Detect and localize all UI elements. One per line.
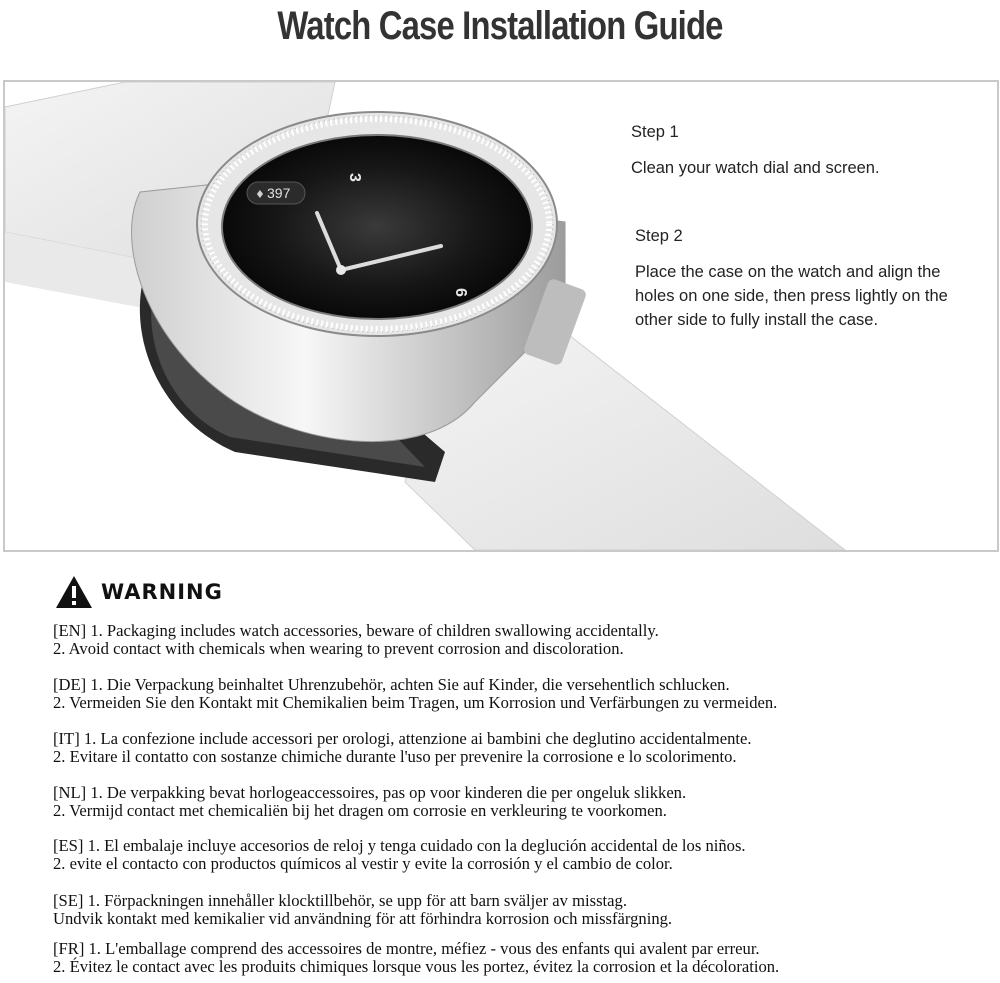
dial-numeral-bottom: 6 — [452, 288, 469, 297]
warning-line: [NL] 1. De verpakking bevat horlogeaccessoires, pas op voor kinderen die per ongeluk slikken. — [53, 783, 687, 802]
installation-figure — [3, 80, 999, 552]
dial-numeral-top: 3 — [346, 173, 363, 182]
warning-line: 2. Avoid contact with chemicals when wearing to prevent corrosion and discoloration. — [53, 638, 624, 658]
warning-line: [DE] 1. Die Verpackung beinhaltet Uhrenzubehör, achten Sie auf Kinder, die versehentlich schlucken. — [53, 675, 730, 694]
step-1-label: Step 1 — [631, 123, 679, 141]
warning-line: 2. Vermeiden Sie den Kontakt mit Chemikalien beim Tragen, um Korrosion und Verfärbungen zu vermeiden. — [53, 692, 778, 712]
warning-line: [SE] 1. Förpackningen innehåller klocktillbehör, se upp för att barn sväljer av misstag. — [53, 891, 627, 910]
warning-line: 2. Évitez le contact avec les produits chimiques lorsque vous les portez, évitez la corrosion et la décoloration. — [53, 956, 780, 976]
warning-block-fr — [53, 940, 993, 975]
warning-triangle-icon — [55, 575, 93, 609]
page-title: Watch Case Installation Guide — [277, 4, 723, 48]
warning-line: 2. Evitare il contatto con sostanze chimiche durante l'uso per prevenire la corrosione e lo scolorimento. — [53, 746, 737, 766]
warning-block-en — [53, 622, 993, 657]
warning-block-nl — [53, 784, 993, 819]
warning-block-it — [53, 730, 993, 765]
warning-line: [ES] 1. El embalaje incluye accesorios de reloj y tenga cuidado con la deglución accidental de los niños. — [53, 836, 746, 855]
step-1-text: Clean your watch dial and screen. — [631, 159, 880, 177]
step-2 — [635, 224, 980, 332]
warning-block-de — [53, 676, 993, 711]
warning-line: Undvik kontakt med kemikalier vid användning för att förhindra korrosion och missfärgning. — [53, 908, 673, 928]
warning-title: WARNING — [101, 580, 223, 604]
svg-text:♦: ♦ — [255, 188, 265, 201]
step-1 — [631, 120, 880, 180]
step-2-text: Place the case on the watch and align the holes on one side, then press lightly on the other side to fully install the case. — [635, 263, 948, 329]
warning-line: 2. evite el contacto con productos químicos al vestir y evite la corrosión y el cambio de color. — [53, 853, 673, 873]
warning-line: [EN] 1. Packaging includes watch accessories, beware of children swallowing accidentally. — [53, 621, 659, 640]
warning-line: 2. Vermijd contact met chemicaliën bij het dragen om corrosie en verkleuring te voorkomen. — [53, 800, 667, 820]
complication-value: 397 — [267, 185, 291, 201]
warning-line: [FR] 1. L'emballage comprend des accessoires de montre, méfiez - vous des enfants qui avalent par erreur. — [53, 939, 760, 958]
step-2-label: Step 2 — [635, 227, 683, 245]
warning-block-se — [53, 892, 993, 927]
warning-block-es — [53, 837, 993, 872]
warning-line: [IT] 1. La confezione include accessori per orologi, attenzione ai bambini che deglutino accidentalmente. — [53, 729, 752, 748]
watch-dial — [222, 135, 532, 319]
warning-heading — [55, 574, 223, 610]
